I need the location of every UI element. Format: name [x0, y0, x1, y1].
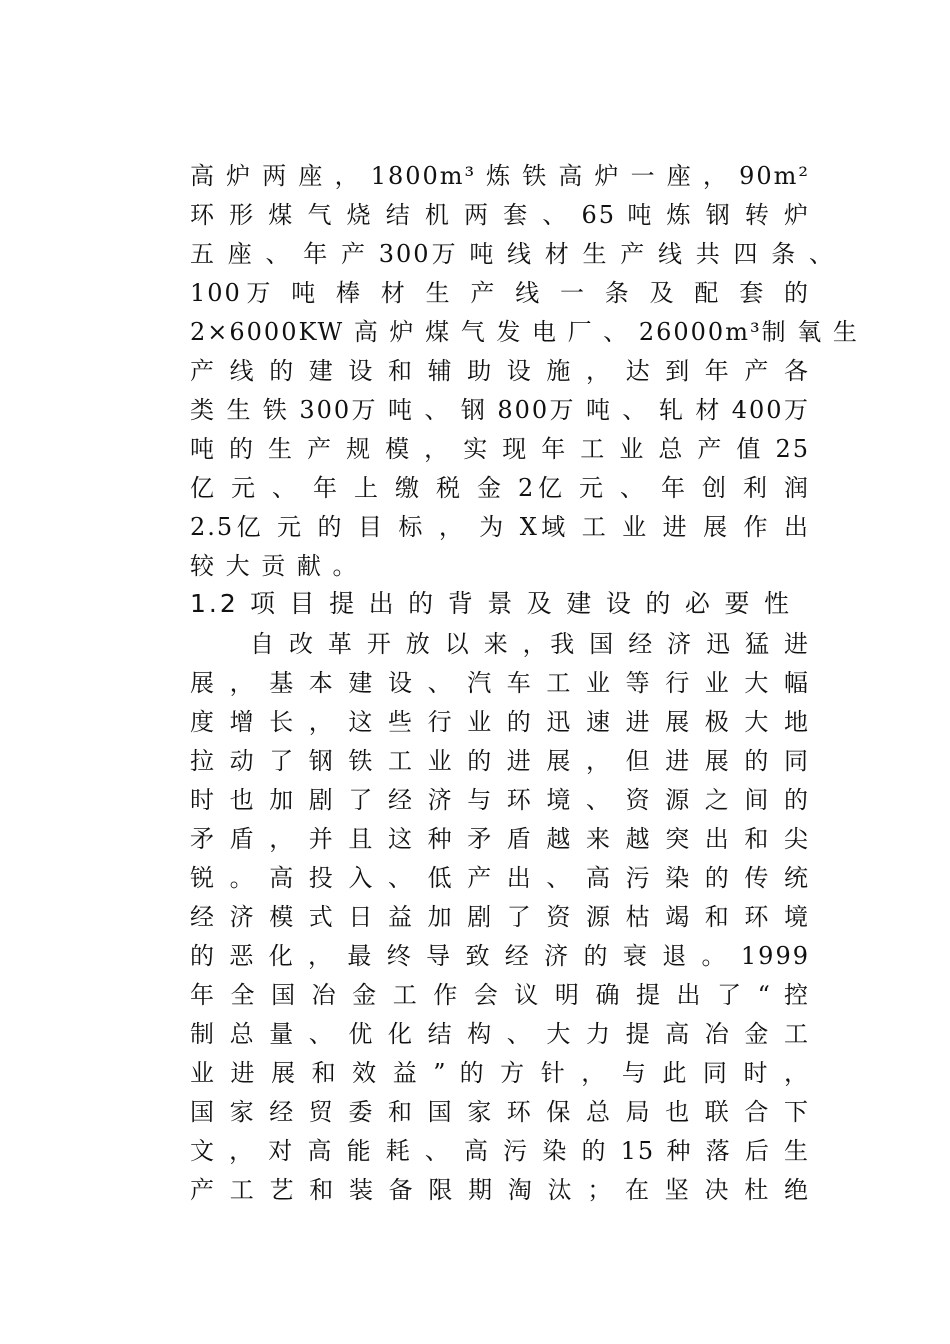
paragraph-line: 制 总 量 、 优 化 结 构 、 大 力 提 高 冶 金 工: [190, 1020, 810, 1048]
paragraph-line: 年 全 国 冶 金 工 作 会 议 明 确 提 出 了 “ 控: [190, 981, 810, 1009]
paragraph-line: 较 大 贡 献 。: [190, 552, 359, 580]
paragraph-line: 五 座 、 年 产 300万 吨 线 材 生 产 线 共 四 条 、: [190, 240, 835, 268]
paragraph-line: 文 ， 对 高 能 耗 、 高 污 染 的 15 种 落 后 生: [190, 1137, 810, 1165]
paragraph-line: 的 恶 化 ， 最 终 导 致 经 济 的 衰 退 。 1999: [190, 942, 810, 970]
paragraph-line: 国 家 经 贸 委 和 国 家 环 保 总 局 也 联 合 下: [190, 1098, 810, 1126]
paragraph-line: 锐 。 高 投 入 、 低 产 出 、 高 污 染 的 传 统: [190, 864, 810, 892]
paragraph-line: 产 工 艺 和 装 备 限 期 淘 汰 ； 在 坚 决 杜 绝: [190, 1176, 810, 1204]
paragraph-line: 2.5亿 元 的 目 标 ， 为 X域 工 业 进 展 作 出: [190, 513, 810, 541]
paragraph-line: 2×6000KW 高 炉 煤 气 发 电 厂 、 26000m³制 氧 生: [190, 318, 859, 346]
paragraph-line: 产 线 的 建 设 和 辅 助 设 施 ， 达 到 年 产 各: [190, 357, 810, 385]
paragraph-line: 度 增 长 ， 这 些 行 业 的 迅 速 进 展 极 大 地: [190, 708, 810, 736]
paragraph-line: 吨 的 生 产 规 模 ， 实 现 年 工 业 总 产 值 25: [190, 435, 810, 463]
paragraph-line: 环 形 煤 气 烧 结 机 两 套 、 65 吨 炼 钢 转 炉: [190, 201, 810, 229]
paragraph-line: 拉 动 了 钢 铁 工 业 的 进 展 ， 但 进 展 的 同: [190, 747, 810, 775]
paragraph-line: 亿 元 、 年 上 缴 税 金 2亿 元 、 年 创 利 润: [190, 474, 810, 502]
paragraph-line: 类 生 铁 300万 吨 、 钢 800万 吨 、 轧 材 400万: [190, 396, 810, 424]
paragraph-line: 展 ， 基 本 建 设 、 汽 车 工 业 等 行 业 大 幅: [190, 669, 810, 697]
paragraph-line: 100万 吨 棒 材 生 产 线 一 条 及 配 套 的: [190, 279, 810, 307]
paragraph-line: 时 也 加 剧 了 经 济 与 环 境 、 资 源 之 间 的: [190, 786, 810, 814]
paragraph-line: 高 炉 两 座 ， 1800m³ 炼 铁 高 炉 一 座 ， 90m²: [190, 162, 810, 190]
section-heading: 1.2 项 目 提 出 的 背 景 及 建 设 的 必 要 性: [190, 589, 792, 618]
paragraph-line: 矛 盾 ， 并 且 这 种 矛 盾 越 来 越 突 出 和 尖: [190, 825, 810, 853]
paragraph-line: 自 改 革 开 放 以 来 ，我 国 经 济 迅 猛 进: [250, 630, 810, 658]
paragraph-line: 业 进 展 和 效 益 ” 的 方 针 ， 与 此 同 时 ，: [190, 1059, 810, 1087]
paragraph-line: 经 济 模 式 日 益 加 剧 了 资 源 枯 竭 和 环 境: [190, 903, 810, 931]
